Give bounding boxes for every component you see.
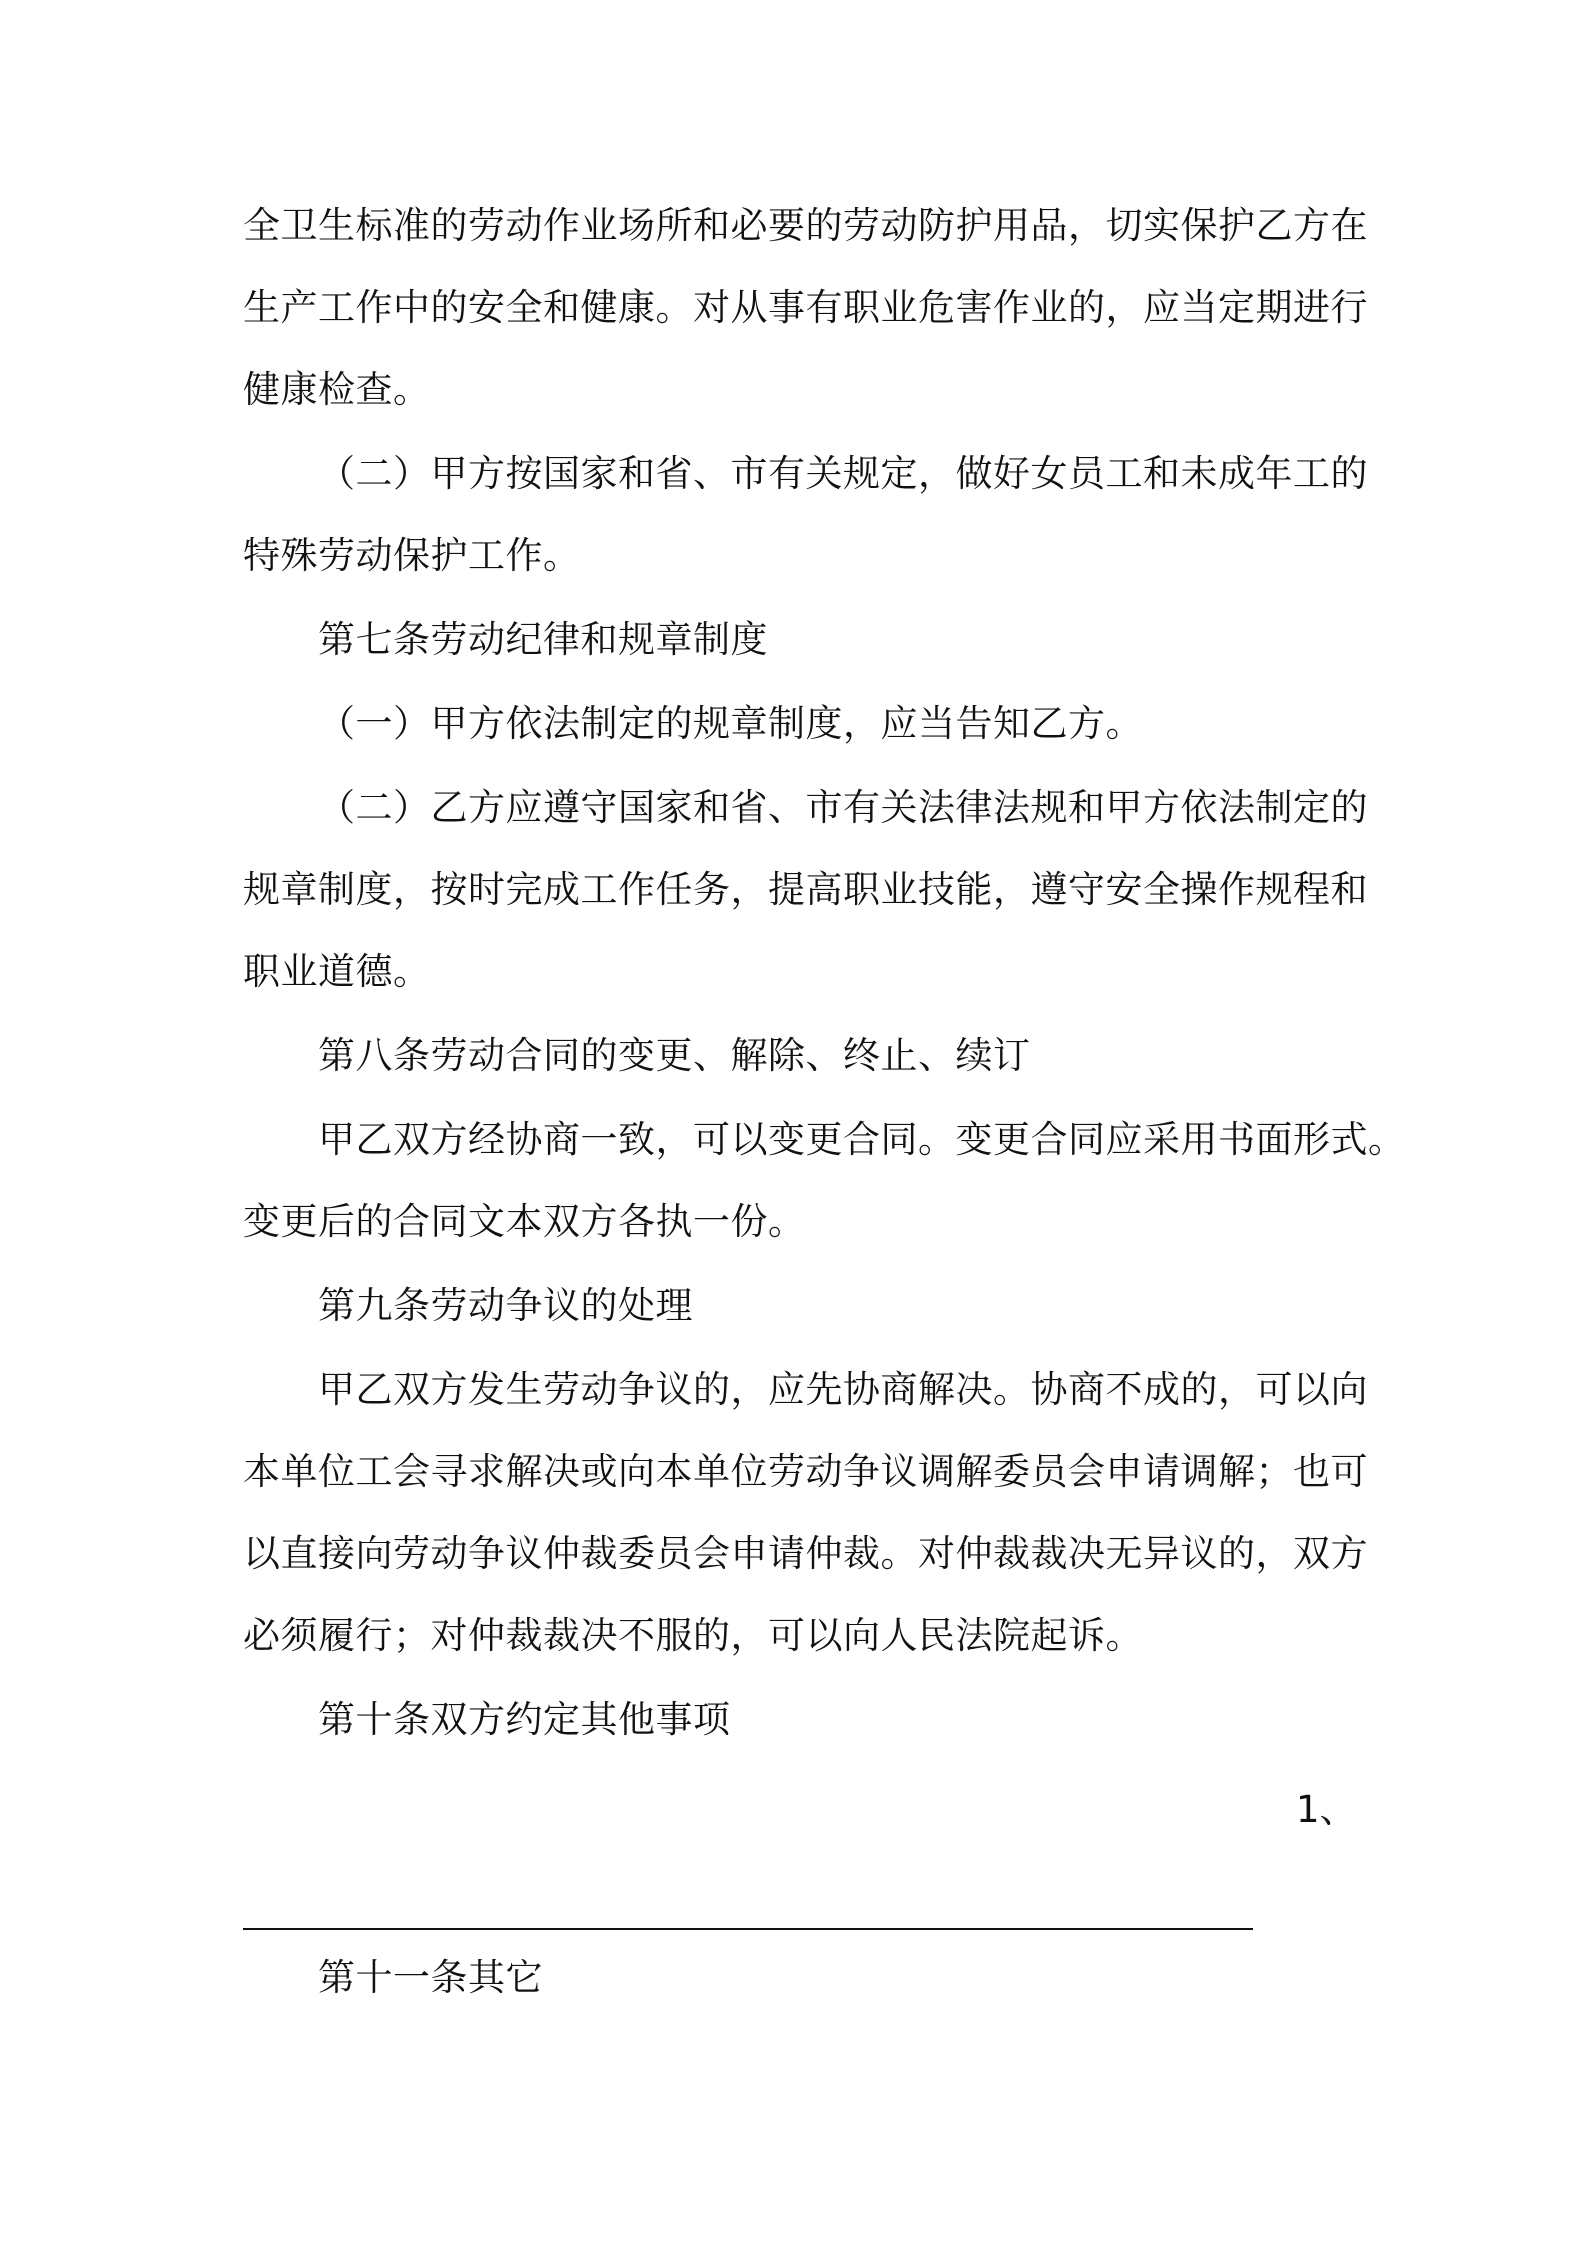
paragraph-line: 甲乙双方发生劳动争议的，应先协商解决。协商不成的，可以向	[318, 1368, 1368, 1411]
paragraph-line: 全卫生标准的劳动作业场所和必要的劳动防护用品，切实保护乙方在	[243, 204, 1368, 247]
section-heading: 第八条劳动合同的变更、解除、终止、续订	[318, 1034, 1031, 1077]
paragraph-line: 变更后的合同文本双方各执一份。	[243, 1200, 806, 1243]
paragraph-line: 生产工作中的安全和健康。对从事有职业危害作业的，应当定期进行	[243, 286, 1368, 329]
section-heading: 第十一条其它	[318, 1956, 543, 1999]
paragraph-line: （一）甲方依法制定的规章制度，应当告知乙方。	[318, 702, 1143, 745]
paragraph-line: 本单位工会寻求解决或向本单位劳动争议调解委员会申请调解；也可	[243, 1450, 1368, 1493]
paragraph-line: 必须履行；对仲裁裁决不服的，可以向人民法院起诉。	[243, 1614, 1143, 1657]
section-heading: 第十条双方约定其他事项	[318, 1698, 731, 1741]
paragraph-line: 甲乙双方经协商一致，可以变更合同。变更合同应采用书面形式。	[318, 1118, 1406, 1161]
list-item-number: 1、	[1296, 1788, 1357, 1831]
section-heading: 第七条劳动纪律和规章制度	[318, 618, 768, 661]
paragraph-line: 职业道德。	[243, 950, 431, 993]
paragraph-line: 健康检查。	[243, 368, 431, 411]
section-heading: 第九条劳动争议的处理	[318, 1284, 693, 1327]
paragraph-line: （二）甲方按国家和省、市有关规定，做好女员工和未成年工的	[318, 452, 1368, 495]
blank-underline	[243, 1928, 1253, 1930]
paragraph-line: 规章制度，按时完成工作任务，提高职业技能，遵守安全操作规程和	[243, 868, 1368, 911]
paragraph-line: （二）乙方应遵守国家和省、市有关法律法规和甲方依法制定的	[318, 786, 1368, 829]
paragraph-line: 以直接向劳动争议仲裁委员会申请仲裁。对仲裁裁决无异议的，双方	[243, 1532, 1368, 1575]
paragraph-line: 特殊劳动保护工作。	[243, 534, 581, 577]
